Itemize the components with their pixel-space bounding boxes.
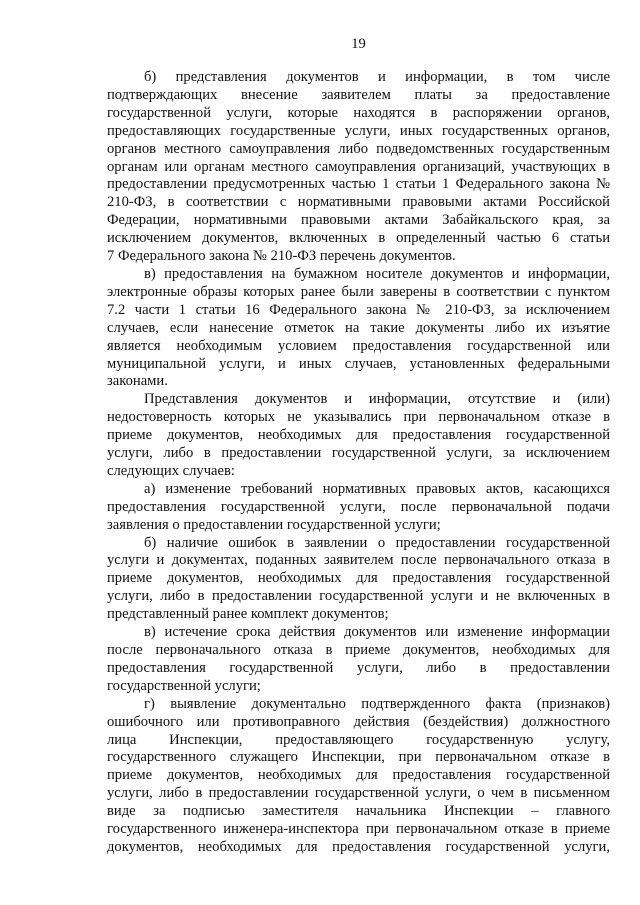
text-line: б) представления документов и информации, в том числе [144,69,610,85]
text-line: Федерации, нормативными правовыми актами Забайкальского края, за [107,212,610,229]
text-line: приеме документов, необходимых для предоставления государственной [107,570,610,587]
text-line: предоставляющих государственные услуги, иных государственных органов, [107,122,610,139]
text-line: лица Инспекции, предоставляющего государственную услугу, [107,731,610,748]
paragraph-v-expiry [107,624,610,696]
paragraph-exceptions-intro [107,391,610,481]
paragraph-b-documents [107,69,610,266]
text-line: заявления о предоставлении государственной услуги; [107,516,441,533]
text-line: услуги, либо в предоставлении государственной услуги, за исключением [107,445,610,462]
text-line: предоставлении предусмотренных частью 1 статьи 1 Федерального закона № [107,176,610,193]
text-line: 7.2 части 1 статьи 16 Федерального закона № 210-ФЗ, за исключением [107,301,610,318]
text-line: государственной услуги, которые находятся в распоряжении органов, [107,104,610,121]
text-line: недостоверность которых не указывались при первоначальном отказе в [107,409,610,426]
text-line: приеме документов, необходимых для предоставления государственной [107,767,610,784]
text-line: виде за подписью заместителя начальника Инспекции – главного [107,803,610,820]
text-line: ошибочного или противоправного действия (бездействия) должностного [107,713,610,730]
text-line: представленный ранее комплект документов; [107,606,389,623]
text-line: а) изменение требований нормативных правовых актов, касающихся [144,480,610,497]
text-line: предоставления государственной услуги, после первоначальной подачи [107,498,610,515]
text-line: приеме документов, необходимых для предоставления государственной [107,427,610,444]
text-line: 210-ФЗ, в соответствии с нормативными правовыми актами Российской [107,194,610,211]
page-number: 19 [351,36,366,52]
text-line: следующих случаев: [107,462,235,479]
text-line: после первоначального отказа в приеме документов, необходимых для [107,642,610,658]
text-line: подтверждающих внесение заявителем платы за предоставление [107,86,610,103]
text-line: случаев, если нанесение отметок на такие документы либо их изъятие [107,319,610,336]
text-line: органам или органам местного самоуправления организаций, участвующих в [107,158,610,175]
text-line: предоставления государственной услуги, либо в предоставлении [107,659,610,676]
paragraph-v-paper-documents [107,266,610,391]
text-line: государственного инженера-инспектора при первоначальном отказе в приеме [107,821,610,838]
text-line: в) предоставления на бумажном носителе документов и информации, [144,265,610,282]
text-line: б) наличие ошибок в заявлении о предоставлении государственной [144,534,610,551]
text-line: электронные образы которых ранее были заверены в соответствии с пунктом [107,283,610,300]
text-line: 7 Федерального закона № 210-ФЗ перечень документов. [107,248,456,265]
text-line: государственной услуги; [107,677,261,694]
text-line: является необходимым условием предоставления государственной или [107,337,610,354]
paragraph-g-violation [107,696,610,857]
text-line: муниципальной услуги, и иных случаев, установленных федеральными [107,355,610,372]
text-line: законами. [107,373,168,390]
text-line: г) выявление документально подтвержденного факта (признаков) [144,695,610,712]
text-line: услуги, либо в предоставлении государственной услуги и не включенных в [107,588,610,605]
paragraph-a-requirements-change [107,481,610,535]
paragraph-b-errors [107,535,610,625]
text-line: услуги и документах, поданных заявителем после первоначального отказа в [107,552,610,569]
text-line: исключением документов, включенных в определенный частью 6 статьи [107,230,610,247]
text-line: услуги, либо в предоставлении государственной услуги, о чем в письменном [107,785,610,802]
text-line: органов местного самоуправления либо подведомственных государственным [107,140,610,157]
document-body [107,69,610,857]
text-line: документов, необходимых для предоставления государственной услуги, [107,838,610,855]
text-line: Представления документов и информации, отсутствие и (или) [144,391,610,408]
text-line: государственного служащего Инспекции, при первоначальном отказе в [107,749,610,766]
text-line: в) истечение срока действия документов или изменение информации [144,624,610,641]
